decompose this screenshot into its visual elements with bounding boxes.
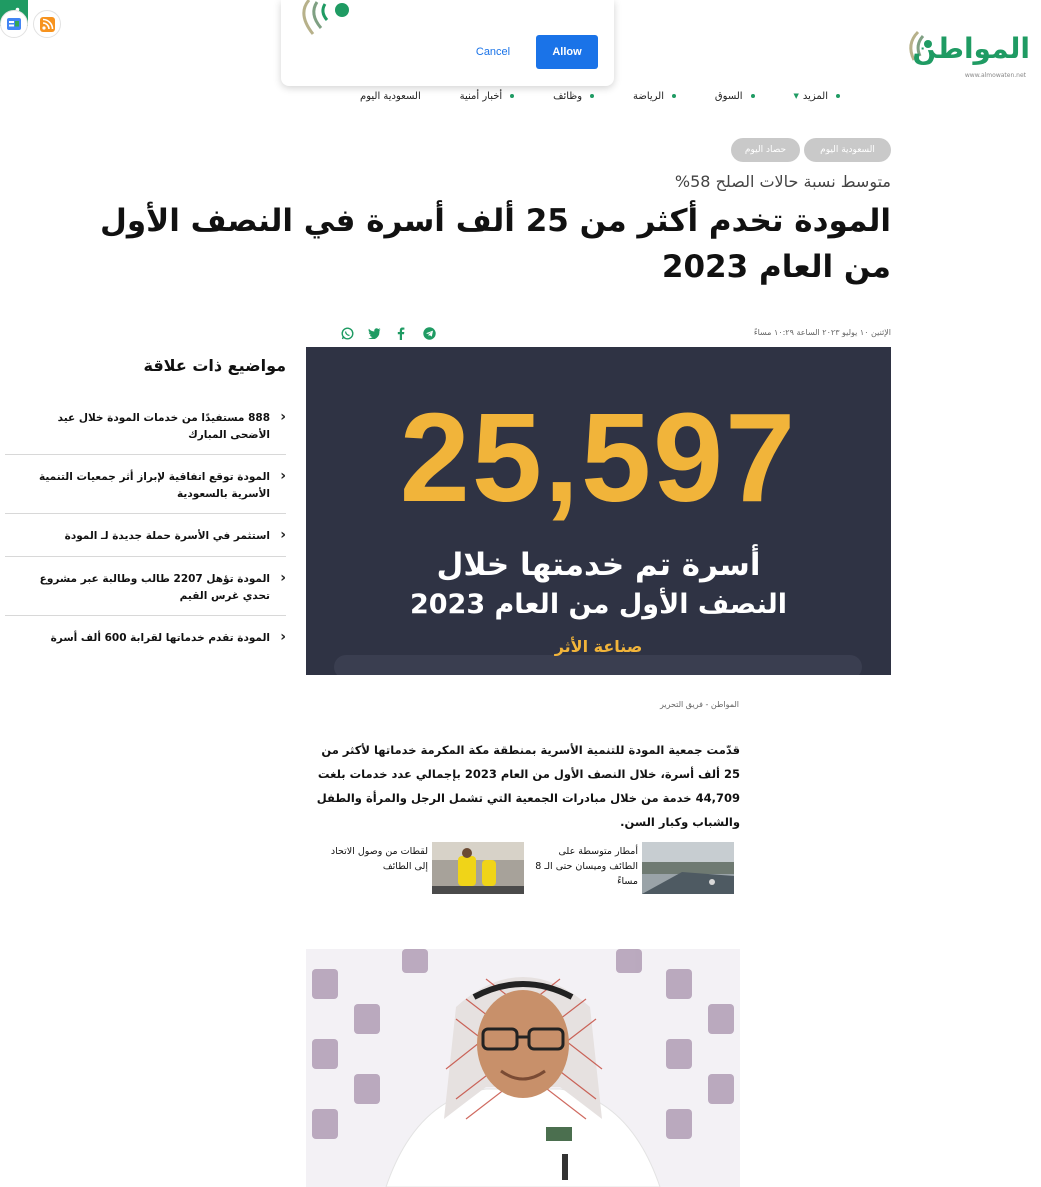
twitter-button[interactable]: [361, 320, 387, 346]
hero-number: 25,597: [399, 387, 798, 528]
chevron-left-icon: ‹: [280, 409, 286, 425]
rss-icon[interactable]: [33, 10, 61, 38]
article-subtitle: متوسط نسبة حالات الصلح 58%: [674, 172, 891, 191]
hero-footer-bar: [334, 655, 862, 675]
article-photo: [306, 949, 740, 1187]
divider: [5, 556, 286, 557]
card-image-ittihad[interactable]: [432, 842, 524, 894]
tag-saudi-today[interactable]: السعودية اليوم: [804, 138, 891, 162]
whatsapp-icon: [341, 327, 354, 340]
divider: [5, 513, 286, 514]
divider: [5, 454, 286, 455]
card-image-rain[interactable]: [642, 842, 734, 894]
related-item[interactable]: ‹ المودة تقدم خدماتها لقرابة 600 ألف أسرة: [50, 629, 286, 645]
related-topics-title: مواضيع ذات علاقة: [143, 356, 286, 375]
nav-item-saudi-today[interactable]: السعودية اليوم: [360, 90, 421, 102]
chevron-left-icon: ‹: [280, 468, 286, 484]
nav-item-more[interactable]: المزيد ▼: [793, 91, 840, 102]
chevron-left-icon: ‹: [280, 527, 286, 543]
cancel-button[interactable]: Cancel: [461, 36, 525, 68]
related-item[interactable]: ‹ المودة توقع اتفاقية لإبراز أثر جمعيات التنمية الأسرية بالسعودية: [39, 468, 286, 500]
nav-item-security-news[interactable]: أخبار أمنية: [460, 91, 515, 102]
article-date: الإثنين ١٠ يوليو ٢٠٢٣ الساعة ١٠:٢٩ مساءً: [753, 328, 891, 337]
nav-item-sports[interactable]: الرياضة: [633, 91, 676, 102]
google-news-icon[interactable]: [0, 10, 28, 38]
twitter-icon: [368, 328, 381, 339]
allow-button[interactable]: Allow: [536, 35, 598, 69]
related-item[interactable]: ‹ المودة تؤهل 2207 طالب وطالبة عبر مشروع تحدي غرس القيم: [39, 570, 286, 602]
card-link-ittihad[interactable]: لقطات من وصول الاتحاد إلى الطائف: [330, 846, 428, 872]
divider: [5, 615, 286, 616]
related-item[interactable]: ‹ استثمر في الأسرة حملة جديدة لـ المودة: [64, 527, 286, 543]
nav-item-market[interactable]: السوق: [715, 91, 755, 102]
article-author: المواطن - فريق التحرير: [659, 700, 739, 709]
telegram-icon: [423, 327, 436, 340]
logo-subtext: www.almowaten.net: [964, 72, 1026, 79]
chevron-left-icon: ‹: [280, 629, 286, 645]
broadcast-icon: [295, 0, 355, 36]
article-title: المودة تخدم أكثر من 25 ألف أسرة في النصف الأول من العام 2023: [99, 203, 891, 285]
whatsapp-button[interactable]: [334, 320, 360, 346]
hero-infographic: [306, 347, 891, 675]
hero-line-1: أسرة تم خدمتها خلال: [436, 547, 761, 583]
facebook-icon: [397, 327, 405, 340]
main-nav: [360, 86, 840, 106]
chevron-down-icon: ▼: [793, 92, 799, 100]
chevron-left-icon: ‹: [280, 570, 286, 586]
tag-daily-harvest[interactable]: حصاد اليوم: [731, 138, 800, 162]
related-item[interactable]: ‹ 888 مستفيدًا من خدمات المودة خلال عيد الأضحى المبارك: [57, 409, 286, 441]
hero-line-2: النصف الأول من العام 2023: [409, 589, 788, 620]
facebook-button[interactable]: [388, 320, 414, 346]
nav-item-jobs[interactable]: وظائف: [553, 91, 594, 102]
logo-text: المواطن: [912, 32, 1030, 65]
site-logo[interactable]: [904, 30, 1034, 82]
article-body: قدّمت جمعية المودة للتنمية الأسرية بمنطقة مكة المكرمة خدماتها لأكثر من 25 ألف أسرة، خلال النصف الأول من العام 2023 بإجمالي عدد خدمات بلغت 44,709 خدمة من خلال مبادرات الجمعية التي تشمل الرجل والمرأة والطفل والشباب وكبار السن.: [316, 743, 740, 829]
card-link-rain[interactable]: أمطار متوسطة على الطائف وميسان حتى الـ 8 مساءً: [535, 846, 638, 887]
hero-line-3: صناعة الأثر: [554, 637, 643, 656]
telegram-button[interactable]: [416, 320, 442, 346]
